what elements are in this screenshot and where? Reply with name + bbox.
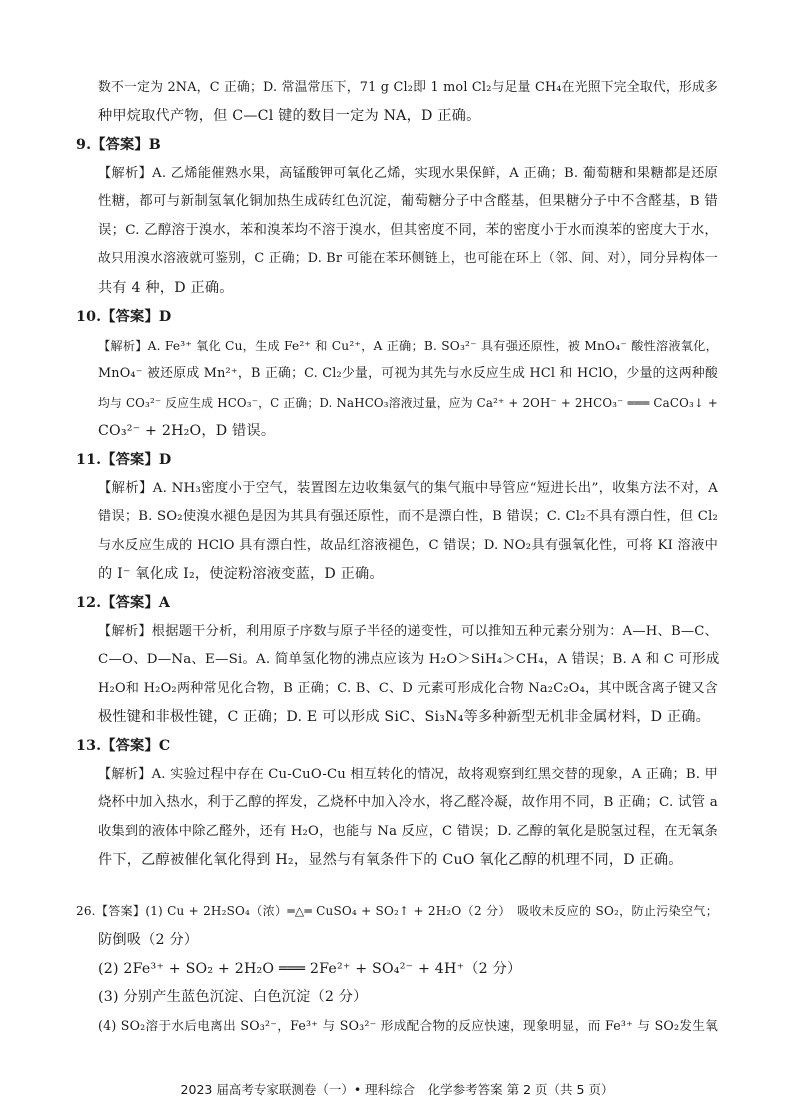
- answer-heading: 11.【答案】D: [76, 452, 172, 468]
- answer-heading: 12.【答案】A: [76, 595, 171, 611]
- text-line: 均与 CO₃²⁻ 反应生成 HCO₃⁻，C 正确；D. NaHCO₃溶液过量，应为 Ca²⁺ + 2OH⁻ + 2HCO₃⁻ ═══ CaCO₃↓ +: [98, 396, 718, 410]
- text-line: 的 I⁻ 氧化成 I₂，使淀粉溶液变蓝，D 正确。: [98, 566, 384, 582]
- text-line: 性糖，都可与新制氢氧化铜加热生成砖红色沉淀，葡萄糖分子中含醛基，但果糖分子中不含醛基，B 错: [98, 194, 718, 209]
- answer-heading: 9.【答案】B: [76, 137, 161, 153]
- answer-heading: 13.【答案】C: [76, 738, 171, 754]
- text-line: CO₃²⁻ + 2H₂O，D 错误。: [98, 423, 276, 439]
- text-line: 件下，乙醇被催化氧化得到 H₂，显然与有氧条件下的 CuO 氧化乙醇的机理不同，D 正确。: [98, 852, 683, 868]
- answer-heading: 10.【答案】D: [76, 309, 172, 325]
- text-line: 【解析】A. 乙烯能催熟水果，高锰酸钾可氧化乙烯，实现水果保鲜，A 正确；B. 葡萄糖和果糖都是还原: [98, 166, 718, 181]
- text-line: H₂O和 H₂O₂两种常见化合物，B 正确；C. B、C、D 元素可形成化合物 Na₂C₂O₄，其中既含离子键又含: [98, 681, 718, 696]
- text-line: 误；C. 乙醇溶于溴水，苯和溴苯均不溶于溴水，但其密度不同，苯的密度小于水而溴苯的密度大于水，: [98, 223, 718, 238]
- text-line: 防倒吸（2 分）: [98, 932, 199, 948]
- text-line: C—O、D—Na、E—Si。A. 简单氢化物的沸点应该为 H₂O＞SiH₄＞CH₄，A 错误；B. A 和 C 可形成: [98, 652, 720, 667]
- page-footer: 2023 届高考专家联测卷（一）• 理科综合 化学参考答案 第 2 页（共 5 页）: [180, 1082, 614, 1097]
- text-line: (3) 分别产生蓝色沉淀、白色沉淀（2 分）: [98, 989, 368, 1005]
- text-line: 【解析】根据题干分析，利用原子序数与原子半径的递变性，可以推知五种元素分别为：A—H、B—C、: [98, 624, 718, 639]
- text-line: 共有 4 种，D 正确。: [98, 280, 234, 296]
- text-line: (2) 2Fe³⁺ + SO₂ + 2H₂O ═══ 2Fe²⁺ + SO₄²⁻ + 4H⁺（2 分）: [98, 961, 522, 977]
- text-line: 故只用溴水溶液就可鉴别，C 正确；D. Br 可能在苯环侧链上，也可能在环上（邻、间、对），同分异构体一: [98, 251, 718, 266]
- text-line: 种甲烷取代产物，但 C—Cl 键的数目一定为 NA，D 正确。: [98, 108, 481, 124]
- text-line: 烧杯中加入热水，利于乙醇的挥发，乙烧杯中加入冷水，将乙醛冷凝，故作用不同，B 正确；C. 试管 a: [98, 795, 718, 810]
- text-line: 错误；B. SO₂使溴水褪色是因为其具有强还原性，而不是漂白性，B 错误；C. Cl₂不具有漂白性，但 Cl₂: [98, 509, 718, 524]
- text-line: 与水反应生成的 HClO 具有漂白性，故品红溶液褪色，C 错误；D. NO₂具有强氧化性，可将 KI 溶液中: [98, 538, 718, 553]
- text-line: MnO₄⁻ 被还原成 Mn²⁺，B 正确；C. Cl₂少量，可视为其先与水反应生成 HCl 和 HClO，少量的这两种酸: [98, 366, 718, 381]
- text-line: 【解析】A. Fe³⁺ 氧化 Cu，生成 Fe²⁺ 和 Cu²⁺，A 正确；B. SO₃²⁻ 具有强还原性，被 MnO₄⁻ 酸性溶液氧化，: [98, 339, 718, 353]
- text-line: (4) SO₂溶于水后电离出 SO₃²⁻，Fe³⁺ 与 SO₃²⁻ 形成配合物的反应快速，现象明显，而 Fe³⁺ 与 SO₂发生氧: [98, 1018, 718, 1033]
- text-line: 收集到的液体中除乙醛外，还有 H₂O，也能与 Na 反应，C 错误；D. 乙醇的氧化是脱氢过程，在无氧条: [98, 824, 718, 839]
- text-line: 【解析】A. NH₃密度小于空气，装置图左边收集氨气的集气瓶中导管应“短进长出”，收集方法不对，A: [98, 481, 718, 496]
- answer-heading: 26.【答案】(1) Cu + 2H₂SO₄（浓）═△═ CuSO₄ + SO₂↑ + 2H₂O（2 分） 吸收未反应的 SO₂，防止污染空气；: [76, 904, 718, 918]
- text-line: 数不一定为 2NA，C 正确；D. 常温常压下，71 g Cl₂即 1 mol Cl₂与足量 CH₄在光照下完全取代，形成多: [98, 80, 718, 95]
- text-line: 极性键和非极性键，C 正确；D. E 可以形成 SiC、Si₃N₄等多种新型无机非金属材料，D 正确。: [98, 709, 711, 725]
- text-line: 【解析】A. 实验过程中存在 Cu-CuO-Cu 相互转化的情况，故将观察到红黑交替的现象，A 正确；B. 甲: [98, 767, 718, 782]
